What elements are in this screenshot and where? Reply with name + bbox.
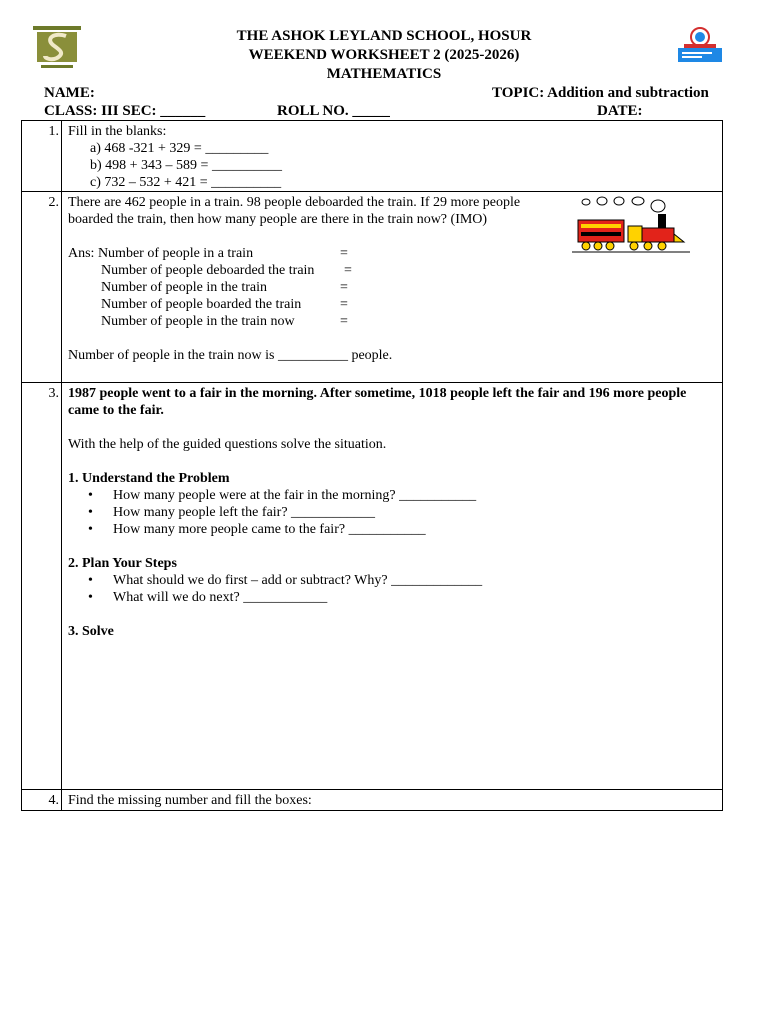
roll-no-field-label: ROLL NO. _____ — [277, 103, 390, 119]
q3-guide-text: With the help of the guided questions solve the situation. — [68, 437, 387, 452]
name-field-label: NAME: — [44, 85, 95, 101]
q3-step3-heading: 3. Solve — [68, 624, 114, 639]
question-row-2 — [22, 192, 723, 383]
q3-step1-item: • How many more people came to the fair? ___________ — [68, 521, 716, 538]
q2-answer-row — [68, 245, 716, 262]
q2-answer-row — [68, 296, 716, 313]
topic-label: TOPIC: Addition and subtraction — [492, 85, 709, 101]
question-number: 2. — [48, 195, 59, 210]
equals-sign: = — [340, 297, 348, 312]
q2-answer-row — [68, 279, 716, 296]
question-row-4 — [22, 790, 723, 811]
q2-answer-label: Number of people deboarded the train — [101, 263, 315, 278]
q1-title: Fill in the blanks: — [68, 124, 167, 139]
q3-step1-item: • How many people were at the fair in the morning? ___________ — [68, 487, 716, 504]
q2-answer-label: Number of people in the train — [101, 280, 268, 295]
q2-final-answer: Number of people in the train now is __________ people. — [68, 348, 393, 363]
q3-step2-item: • What should we do first – add or subtract? Why? _____________ — [68, 572, 716, 589]
equals-sign: = — [340, 280, 348, 295]
q3-step1-heading: 1. Understand the Problem — [68, 471, 230, 486]
question-number: 4. — [48, 793, 59, 808]
q2-answer-label: Number of people boarded the train — [101, 297, 302, 312]
equals-sign: = — [344, 263, 352, 278]
q3-problem-text: 1987 people went to a fair in the morning. After sometime, 1018 people left the fair and 196 more people came to the fair. — [68, 386, 687, 418]
question-number: 1. — [48, 124, 59, 139]
worksheet-table — [21, 120, 723, 811]
q1-item-b: b) 498 + 343 – 589 = __________ — [90, 158, 282, 173]
class-field-label: CLASS: III SEC: ______ — [44, 103, 206, 119]
worksheet-title: WEEKEND WORKSHEET 2 (2025-2026) — [248, 47, 520, 63]
q3-step2-item: • What will we do next? ____________ — [68, 589, 716, 606]
q3-step2-heading: 2. Plan Your Steps — [68, 556, 177, 571]
q1-item-c: c) 732 – 532 + 421 = __________ — [90, 175, 282, 190]
equals-sign: = — [340, 314, 348, 329]
date-field-label: DATE: — [597, 103, 643, 119]
q1-item-a: a) 468 -321 + 329 = _________ — [90, 141, 269, 156]
equals-sign: = — [340, 246, 348, 261]
question-number: 3. — [48, 386, 59, 401]
subject-title: MATHEMATICS — [326, 66, 442, 82]
board-logo-icon — [676, 26, 724, 64]
question-row-3 — [22, 383, 723, 790]
q3-step1-item: • How many people left the fair? ____________ — [68, 504, 716, 521]
q2-answer-label: Ans: Number of people in a train — [68, 246, 254, 261]
q2-problem-text: There are 462 people in a train. 98 people deboarded the train. If 29 more people boarded the train, then how many people are there in the train now? (IMO) — [68, 195, 521, 227]
q2-answer-row — [68, 262, 716, 279]
question-row-1 — [22, 121, 723, 192]
school-name: THE ASHOK LEYLAND SCHOOL, HOSUR — [236, 28, 532, 44]
q4-text: Find the missing number and fill the boxes: — [68, 793, 312, 808]
q2-answer-row — [68, 313, 716, 330]
q2-answer-label: Number of people in the train now — [101, 314, 295, 329]
